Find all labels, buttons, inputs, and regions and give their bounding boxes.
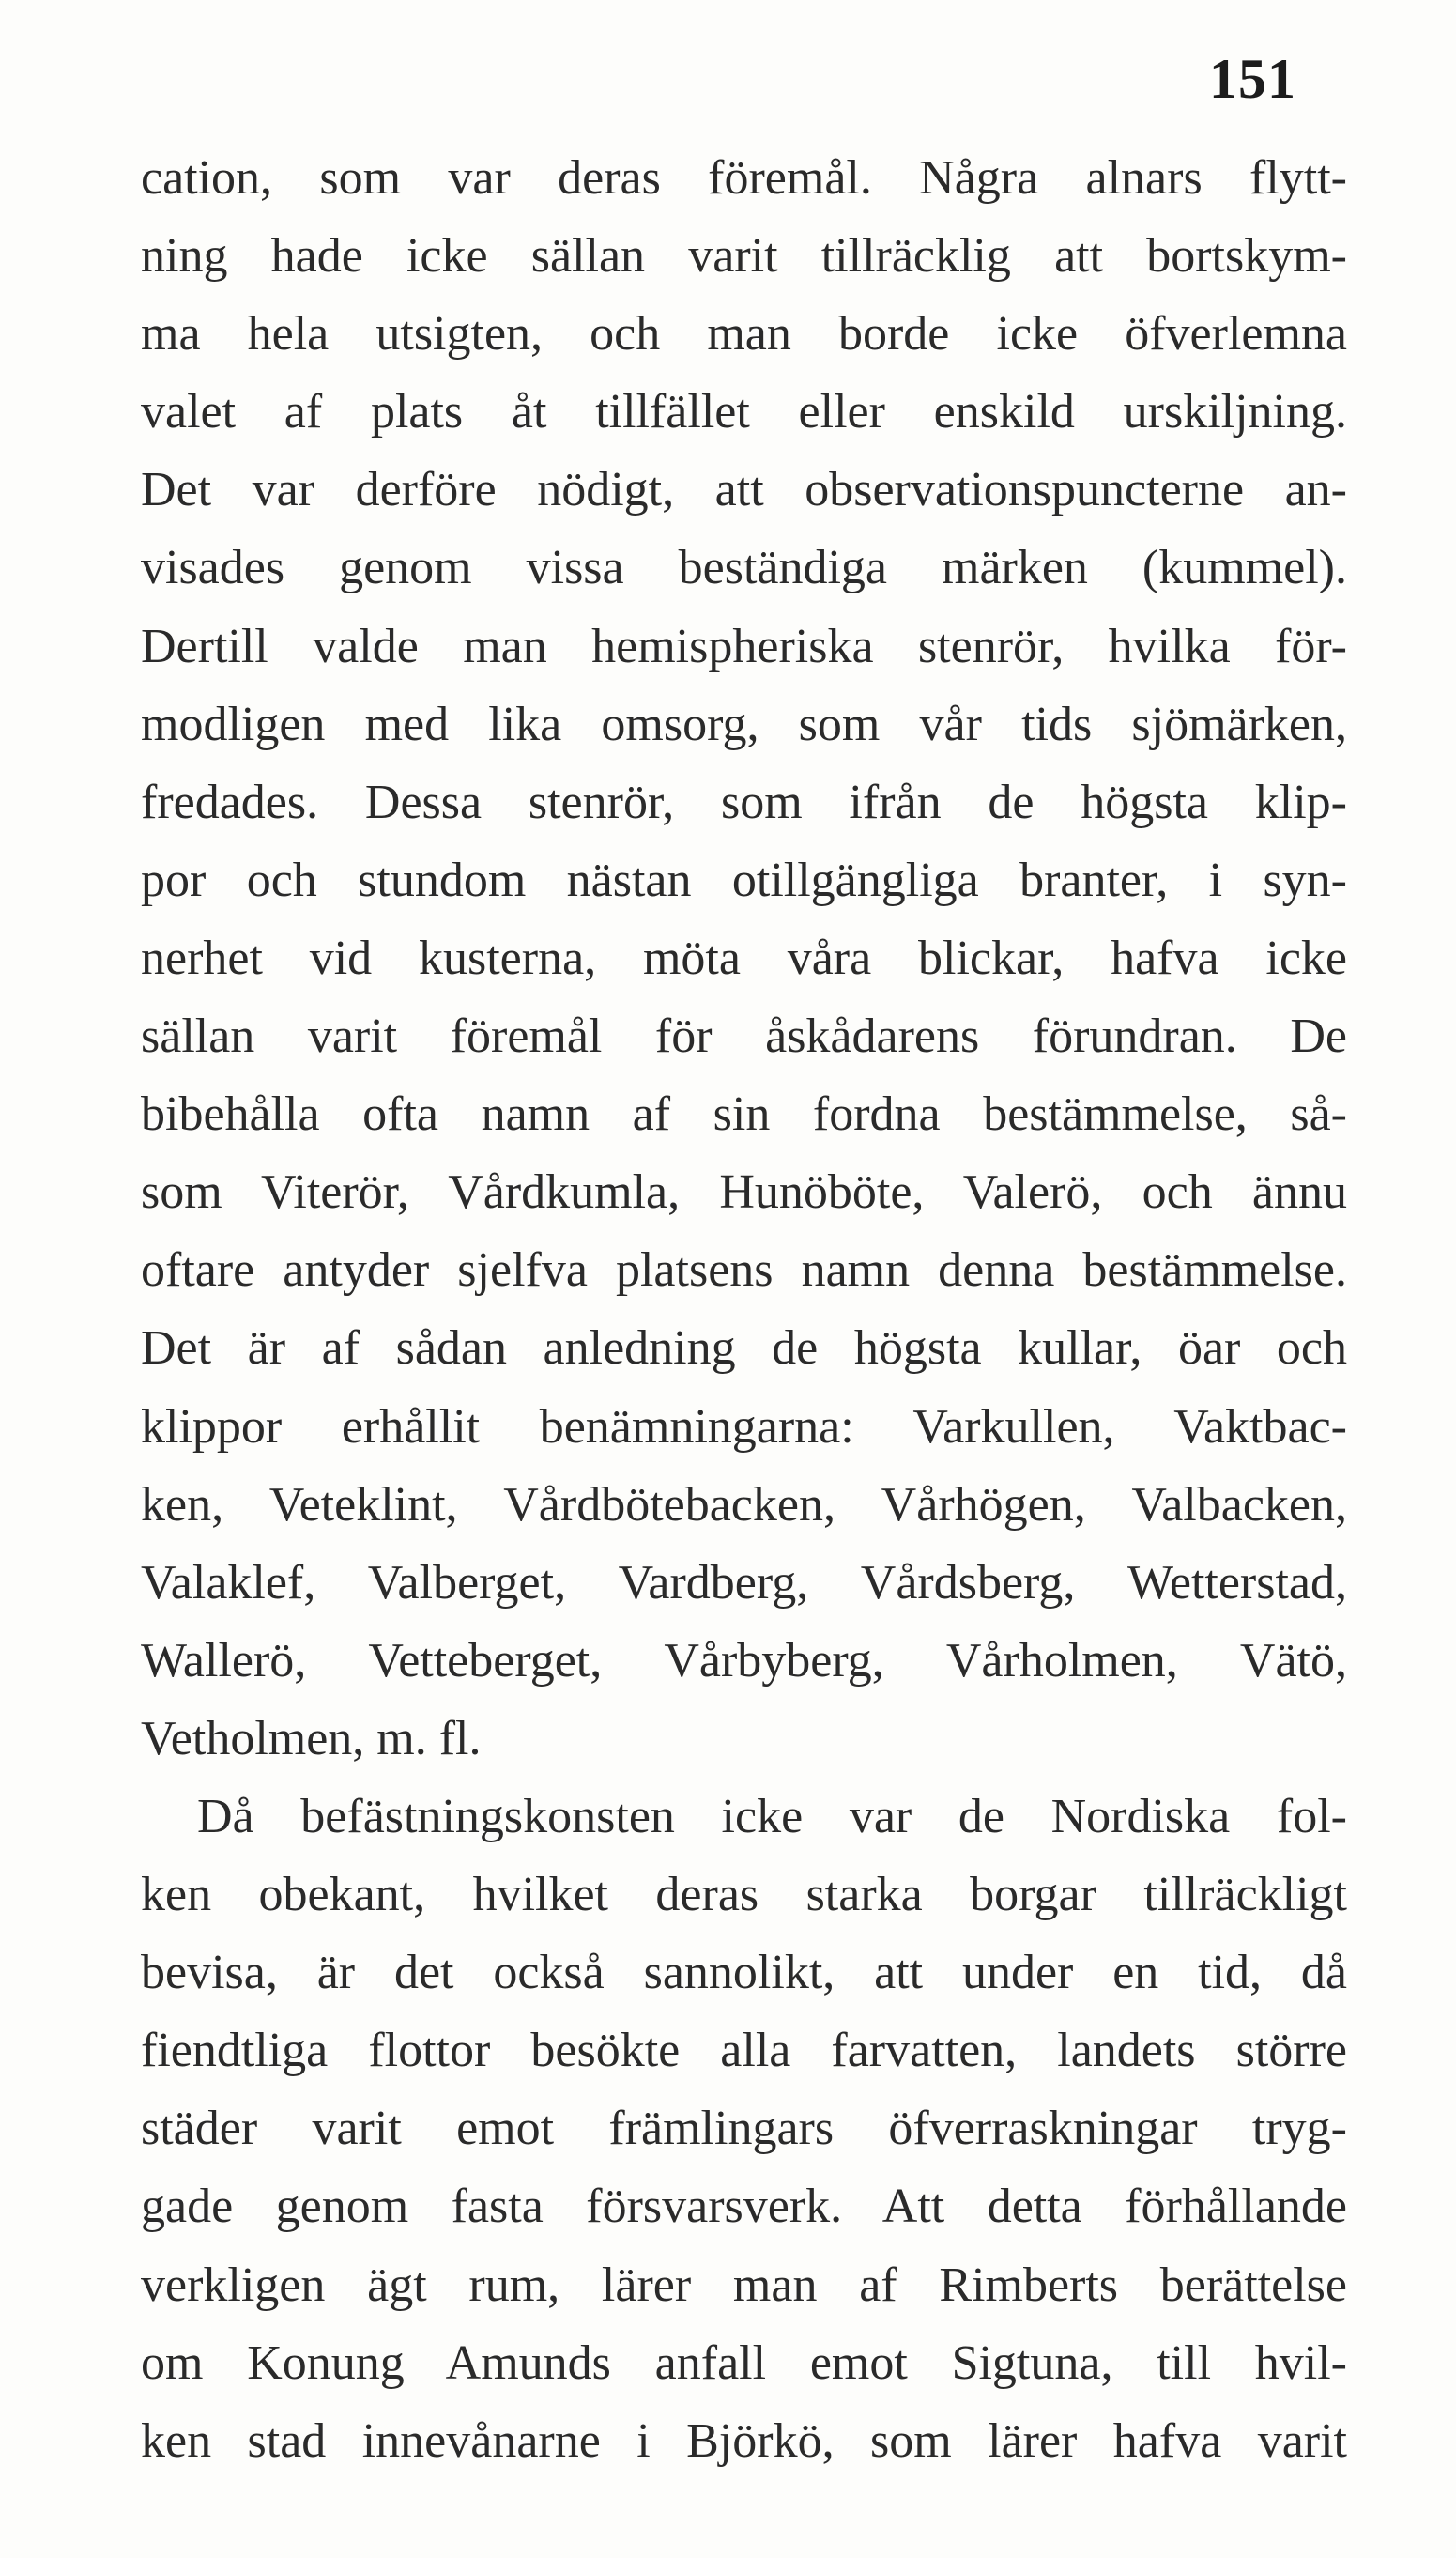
text-line-13: bibehålla ofta namn af sin fordna bestämmelse, så- <box>141 1087 1347 1142</box>
text-line-6: visades genom vissa beständiga märken (kummel). <box>141 541 1347 595</box>
text-line-30: ken stad innevånarne i Björkö, som lärer hafva varit <box>141 2413 1347 2468</box>
text-line-14: som Viterör, Vårdkumla, Hunöböte, Valerö, och ännu <box>141 1165 1347 1220</box>
text-line-2: ning hade icke sällan varit tillräcklig att bortskym- <box>141 229 1347 284</box>
text-line-10: por och stundom nästan otillgängliga branter, i syn- <box>141 853 1347 907</box>
body-text <box>141 139 1347 2480</box>
text-line-25: fiendtliga flottor besökte alla farvatten, landets större <box>141 2024 1347 2078</box>
text-line-15: oftare antyder sjelfva platsens namn denna bestämmelse. <box>141 1243 1347 1298</box>
text-line-9: fredades. Dessa stenrör, som ifrån de högsta klip- <box>141 775 1347 829</box>
text-line-1: cation, som var deras föremål. Några alnars flytt- <box>141 151 1347 205</box>
text-line-26: städer varit emot främlingars öfverraskningar tryg- <box>141 2102 1347 2156</box>
text-line-12: sällan varit föremål för åskådarens förundran. De <box>141 1009 1347 1064</box>
text-line-21: Vetholmen, m. fl. <box>141 1711 482 1765</box>
text-line-3: ma hela utsigten, och man borde icke öfverlemna <box>141 307 1347 362</box>
text-line-5: Det var derföre nödigt, att observationspuncterne an- <box>141 463 1347 517</box>
text-line-28: verkligen ägt rum, lärer man af Rimberts berättelse <box>141 2258 1347 2312</box>
text-line-22: Då befästningskonsten icke var de Nordiska fol- <box>197 1789 1347 1843</box>
page-number: 151 <box>1209 48 1296 110</box>
text-line-4: valet af plats åt tillfället eller enskild urskiljning. <box>141 385 1347 439</box>
text-line-19: Valaklef, Valberget, Vardberg, Vårdsberg, Wetterstad, <box>141 1555 1347 1610</box>
text-line-18: ken, Veteklint, Vårdbötebacken, Vårhögen, Valbacken, <box>141 1477 1347 1532</box>
text-line-16: Det är af sådan anledning de högsta kullar, öar och <box>141 1321 1347 1376</box>
text-line-8: modligen med lika omsorg, som vår tids sjömärken, <box>141 697 1347 751</box>
text-line-29: om Konung Amunds anfall emot Sigtuna, till hvil- <box>141 2335 1347 2390</box>
text-line-11: nerhet vid kusterna, möta våra blickar, hafva icke <box>141 931 1347 985</box>
text-line-20: Wallerö, Vetteberget, Vårbyberg, Vårholmen, Vätö, <box>141 1633 1347 1687</box>
text-line-27: gade genom fasta försvarsverk. Att detta förhållande <box>141 2180 1347 2234</box>
text-line-7: Dertill valde man hemispheriska stenrör, hvilka för- <box>141 619 1347 673</box>
text-line-23: ken obekant, hvilket deras starka borgar tillräckligt <box>141 1868 1347 1922</box>
text-line-17: klippor erhållit benämningarna: Varkullen, Vaktbac- <box>141 1399 1347 1454</box>
text-line-24: bevisa, är det också sannolikt, att under en tid, då <box>141 1946 1347 2000</box>
